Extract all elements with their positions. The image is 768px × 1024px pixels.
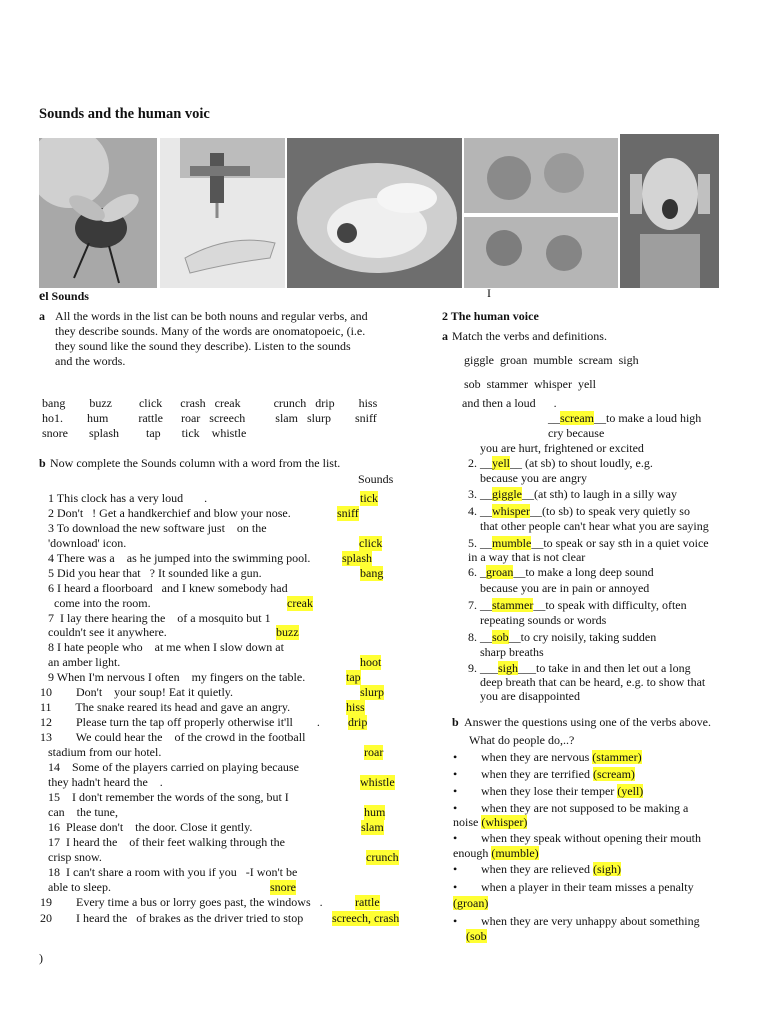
section1-a-line: they describe sounds. Many of the words are onomatopoeic, (i.e. [55,324,366,338]
definition-prefix: 3. __ [468,487,492,501]
bullet-item [481,801,688,816]
definition-prefix: __ [548,411,560,425]
definition-line [468,456,653,471]
bottom-mark: ) [39,951,43,965]
section2-a-label: a [442,329,448,343]
bullet-item [481,862,621,877]
sentence-line: 19 Every time a bus or lorry goes past, the windows . [40,895,323,909]
sentence-line: 5 Did you hear that ? It sounded like a gun. [48,566,262,580]
sentence-answer: crunch [366,850,399,864]
definition-line [480,613,606,628]
section1-a-label: a [39,309,45,323]
definition-text: deep breath that can be heard, e.g. to show that [480,675,706,689]
page-title: Sounds and the human voic [39,106,210,122]
sentence-line: 16 Please don't the door. Close it gently. [48,820,253,834]
definition-text: ___to take in and then let out a long [518,661,691,675]
definition-line [468,598,687,613]
definition-answer: scream [560,411,594,425]
bullet-marker: • [453,914,458,928]
sentence-line: 10 Don't your soup! Eat it quietly. [40,685,234,699]
bullet-marker: • [453,750,458,764]
sentence-line: stadium from our hotel. [48,745,162,759]
word-list-row: snore splash tap tick whistle [42,426,247,440]
sentence-answer: tick [360,491,378,505]
definition-line [468,536,709,551]
bullet-item [481,831,701,846]
bullet-text: when they are nervous [481,750,593,764]
sentence-answer: creak [287,596,313,610]
sentence-line: 8 I hate people who at me when I slow down at [48,640,284,654]
sentence-answer: tap [346,670,361,684]
sentence-line: 18 I can't share a room with you if you -I won't be [48,865,298,879]
bullet-text: when they are very unhappy about something [481,914,700,928]
sentence-answer: hiss [346,700,365,714]
sentence-answer: rattle [355,895,380,909]
sentence-line: crisp snow. [48,850,102,864]
definition-line [480,519,709,534]
sentence-line: couldn't see it anywhere. [48,625,167,639]
definition-text: sharp breaths [480,645,544,659]
definition-text: __ (at sb) to shout loudly, e.g. [510,456,653,470]
definition-prefix: 2. __ [468,456,492,470]
and-then-line: and then a loud . [462,396,557,410]
definition-answer: mumble [492,536,532,550]
bullet-text: when they lose their temper [481,784,618,798]
definition-text: __(at sth) to laugh in a silly way [522,487,677,501]
definition-answer: sigh [498,661,519,675]
definition-text: __to speak or say sth in a quiet voice [531,536,709,550]
definition-answer: stammer [492,598,534,612]
definition-line [468,661,691,676]
bullet-text: when they are not supposed to be making a [481,801,689,815]
sentence-line: 13 We could hear the of the crowd in the football [40,730,306,744]
definition-text: __(to sb) to speak very quietly so [530,504,690,518]
bullet-item [481,914,700,929]
bullet-text: when they speak without opening their mouth [481,831,701,845]
bullet-text: noise [453,815,482,829]
definition-text: repeating sounds or words [480,613,607,627]
sentence-answer: hoot [360,655,382,669]
sentence-line: 6 I heard a floorboard and I knew somebody had [48,581,288,595]
sentence-line: 20 I heard the of brakes as the driver tried to stop [40,911,304,925]
bullet-answer: (whisper) [481,815,528,829]
definition-line [480,441,644,456]
definition-answer: whisper [492,504,530,518]
definition-text: __to speak with difficulty, often [533,598,687,612]
definition-line [468,550,585,565]
sentence-answer: click [359,536,383,550]
sentence-line: 15 I don't remember the words of the song, but I [48,790,289,804]
definition-prefix: 9. ___ [468,661,498,675]
bullet-marker: • [453,862,458,876]
stray-mark: I [487,286,491,300]
bullet-item [481,784,643,799]
sentence-line: they hadn't heard the . [48,775,163,789]
definition-text: that other people can't hear what you are saying [480,519,709,533]
sentence-answer: sniff [337,506,359,520]
definition-answer: yell [492,456,510,470]
section1-heading [39,289,89,305]
bullet-item [481,767,635,782]
definition-line [468,504,690,519]
definition-text: __to make a loud high [593,411,702,425]
section1-b-label: b [39,456,46,470]
definition-line [480,471,587,486]
section2-a-text: Match the verbs and definitions. [452,329,607,343]
bee-photo [39,138,157,288]
sentence-line: 7 I lay there hearing the of a mosquito but 1 [48,611,271,625]
sentence-line: come into the room. [48,596,151,610]
splash-photo [287,138,462,288]
bullet-item [453,846,539,861]
sentence-answer: screech, crash [332,911,400,925]
bullet-text: when they are terrified [481,767,593,781]
definition-text: in a way that is not clear [468,550,586,564]
definition-line [480,689,580,704]
bullet-text: when a player in their team misses a penalty [481,880,694,894]
sentence-answer: snore [270,880,296,894]
sentence-line: 12 Please turn the tap off properly otherwise it'll . [40,715,320,729]
section1-a-line: All the words in the list can be both nouns and regular verbs, and [55,309,368,323]
sentence-answer: hum [364,805,386,819]
bullet-text: when they are relieved [481,862,593,876]
definition-prefix: 4. __ [468,504,492,518]
bullet-answer: (sigh) [592,862,621,876]
sentence-line: can the tune, [48,805,118,819]
sentence-line: 'download' icon. [48,536,127,550]
bullet-answer: (sob [466,929,487,943]
definition-text: __to cry noisily, taking sudden [508,630,657,644]
bullet-marker: • [453,767,458,781]
sentence-line: 1 This clock has a very loud . [48,491,208,505]
definition-text: because you are in pain or annoyed [480,581,650,595]
bullet-item [466,929,487,944]
bullet-item [481,880,694,895]
section1-a-line: they sound like the sound they describe). Listen to the sounds [55,339,351,353]
verb-list-row: sob stammer whisper yell [464,377,596,391]
sentence-answer: bang [360,566,384,580]
definition-line [548,426,604,441]
bullet-answer: (mumble) [491,846,539,860]
bullet-text: enough [453,846,492,860]
definition-answer: groan [486,565,514,579]
definition-text: you are disappointed [480,689,580,703]
section2-b-text: Answer the questions using one of the verbs above. [464,715,711,729]
bullet-answer: (scream) [592,767,635,781]
definition-prefix: 8. __ [468,630,492,644]
sentence-line: able to sleep. [48,880,111,894]
definition-text: __to make a long deep sound [513,565,654,579]
bullet-item [481,750,642,765]
sentence-line: 4 There was a as he jumped into the swimming pool. [48,551,311,565]
sentence-answer: splash [342,551,372,565]
sentence-answer: drip [348,715,368,729]
scream-photo [620,134,719,288]
definition-line [468,487,677,502]
definition-line [480,645,544,660]
section1-a-line: and the words. [55,354,126,368]
word-list-row: bang buzz click crash creak crunch drip hiss [42,396,378,410]
girls-photo [464,138,618,288]
sentence-answer: roar [364,745,384,759]
sentence-line: an amber light. [48,655,121,669]
definition-text: because you are angry [480,471,587,485]
bullet-marker: • [453,784,458,798]
section2-heading: 2 The human voice [442,309,539,323]
tap-photo [160,138,285,288]
definition-line [480,581,649,596]
bullet-marker: • [453,880,458,894]
definition-text: cry because [548,426,605,440]
bullet-item [453,896,488,911]
bullet-answer: (groan) [453,896,489,910]
bullet-marker: • [453,831,458,845]
sounds-column-header: Sounds [358,472,394,486]
bullet-answer: (stammer) [592,750,642,764]
section1-heading-text: l Sounds [45,289,89,303]
section2-b-sub: What do people do,..? [469,733,575,747]
verb-list-row: giggle groan mumble scream sigh [464,353,639,367]
sentence-line: 11 The snake reared its head and gave an angry. [40,700,291,714]
sentence-line: 2 Don't ! Get a handkerchief and blow your nose. [48,506,291,520]
section1-heading-letter: e [39,289,46,304]
definition-line [468,565,654,580]
bullet-answer: (yell) [617,784,644,798]
section1-b-text: Now complete the Sounds column with a word from the list. [50,456,341,470]
definition-prefix: 5. __ [468,536,492,550]
definition-line [468,630,656,645]
definition-line [548,411,701,426]
sentence-line: 17 I heard the of their feet walking through the [48,835,285,849]
sentence-answer: slam [361,820,384,834]
section2-b-label: b [452,715,459,729]
definition-prefix: 6. _ [468,565,486,579]
bullet-item [453,815,527,830]
definition-line [480,675,705,690]
sentence-line: 9 When I'm nervous I often my fingers on the table. [48,670,306,684]
sentence-line: 14 Some of the players carried on playing because [48,760,299,774]
definition-prefix: 7. __ [468,598,492,612]
definition-answer: sob [492,630,509,644]
bullet-marker: • [453,801,458,815]
sentence-answer: slurp [360,685,384,699]
sentence-answer: whistle [360,775,395,789]
definition-text: you are hurt, frightened or excited [480,441,644,455]
definition-answer: giggle [492,487,522,501]
sentence-answer: buzz [276,625,299,639]
word-list-row: ho1. hum rattle roar screech slam slurp sniff [42,411,377,425]
sentence-line: 3 To download the new software just on the [48,521,267,535]
